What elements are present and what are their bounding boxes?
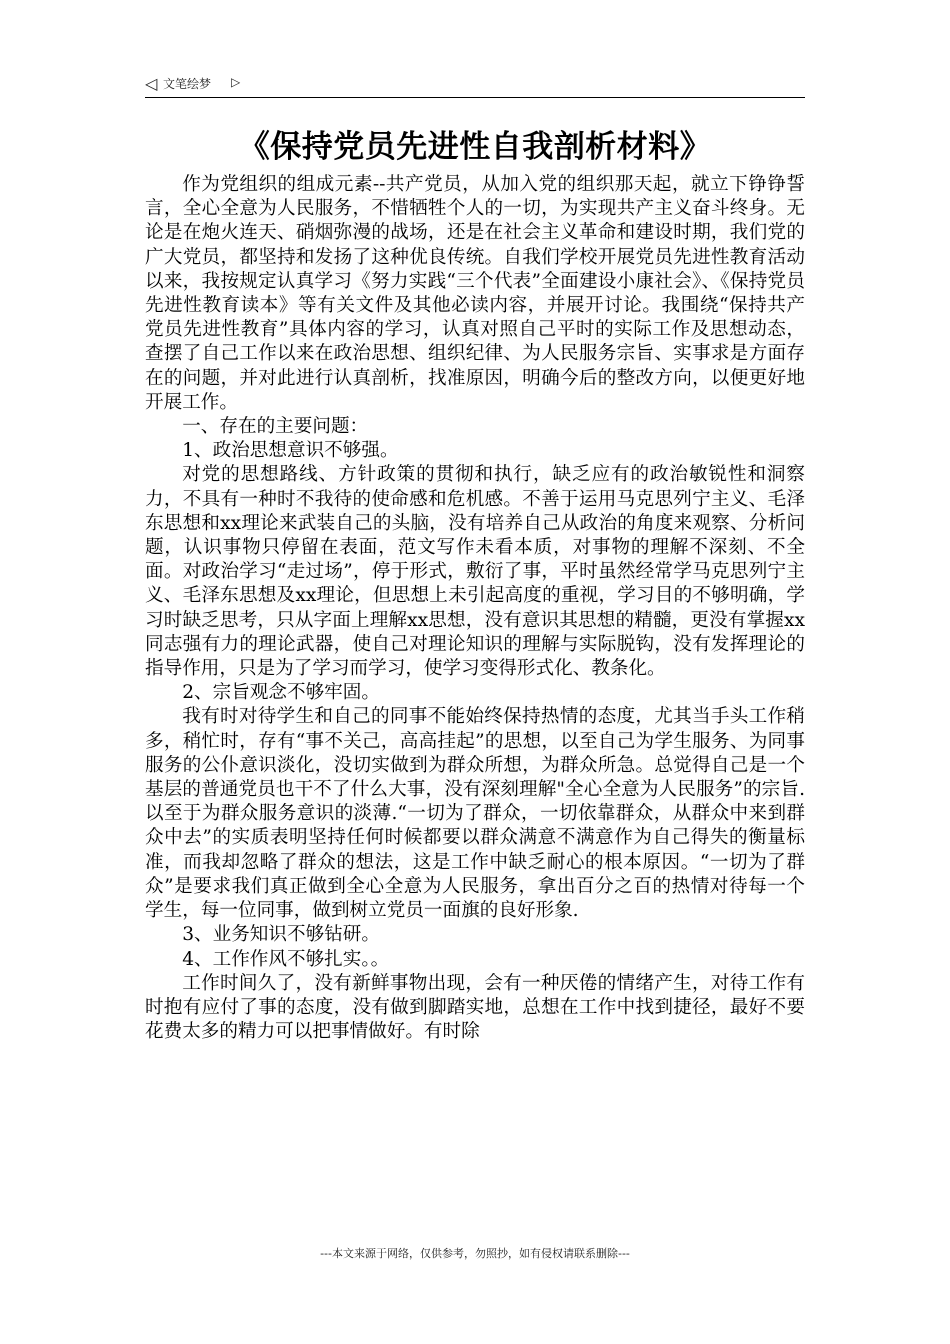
paragraph-purpose: 我有时对待学生和自己的同事不能始终保持热情的态度，尤其当手头工作稍多，稍忙时，存有“事不关己，高高挂起”的思想，以至自己为学生服务、为同事服务的公仆意识淡化，没切实做到为群众所想，为群众所急。总觉得自己是一个基层的普通党员也干不了什么大事，没有深刻理解"全心全意为人民服务”的宗旨.以至于为群众服务意识的淡薄.“一切为了群众，一切依靠群众，从群众中来到群众中去”的实质表明坚持任何时候都要以群众满意不满意作为自己得失的衡量标准，而我却忽略了群众的想法，这是工作中缺乏耐心的根本原因。“一切为了群众”是要求我们真正做到全心全意为人民服务，拿出百分之百的热情对待每一个学生，每一位同事，做到树立党员一面旗的良好形象. — [145, 706, 805, 922]
right-triangle-icon: ▷ — [231, 75, 241, 89]
subheading-1: 1、政治思想意识不够强。 — [182, 440, 399, 462]
paragraph-workstyle: 工作时间久了，没有新鲜事物出现，会有一种厌倦的情绪产生，对待工作有时抱有应付了事的态度，没有做到脚踏实地，总想在工作中找到捷径，最好不要花费太多的精力可以把事情做好。有时除 — [145, 972, 805, 1043]
subheading-4: 4、工作作风不够扎实。。 — [182, 948, 390, 970]
document-body — [145, 173, 805, 1044]
document-title: 《保持党员先进性自我剖析材料》 — [238, 129, 712, 165]
section-heading: 一、存在的主要问题： — [182, 416, 369, 438]
paragraph-intro: 作为党组织的组成元素--共产党员，从加入党的组织那天起，就立下铮铮誓言，全心全意为人民服务，不惜牺牲个人的一切，为实现共产主义奋斗终身。无论是在炮火连天、硝烟弥漫的战场，还是在社会主义革命和建设时期，我们党的广大党员，都坚持和发扬了这种优良传统。自我们学校开展党员先进性教育活动以来，我按规定认真学习《努力实践“三个代表”全面建设小康社会》、《保持党员先进性教育读本》等有关文件及其他必读内容，并展开讨论。我围绕“保持共产党员先进性教育”具体内容的学习，认真对照自己平时的实际工作及思想动态，查摆了自己工作以来在政治思想、组织纪律、为人民服务宗旨、实事求是方面存在的问题，并对此进行认真剖析，找准原因，明确今后的整改方向，以便更好地开展工作。 — [145, 174, 805, 413]
paragraph-political: 对党的思想路线、方针政策的贯彻和执行，缺乏应有的政治敏锐性和洞察力，不具有一种时不我待的使命感和危机感。不善于运用马克思列宁主义、毛泽东思想和xx理论来武装自己的头脑，没有培养自己从政治的角度来观察、分析问题，认识事物只停留在表面，范文写作未看本质，对事物的理解不深刻、不全面。对政治学习“走过场”，停于形式，敷衍了事，平时虽然经常学马克思列宁主义、毛泽东思想及xx理论，但思想上未引起高度的重视，学习目的不够明确，学习时缺乏思考，只从字面上理解xx思想，没有意识其思想的精髓，更没有掌握xx同志强有力的理论武器，使自己对理论知识的理解与实际脱钩，没有发挥理论的指导作用，只是为了学习而学习，使学习变得形式化、教条化。 — [145, 464, 805, 680]
brand-label: 文笔绘梦 — [163, 77, 212, 91]
header-rule — [145, 97, 805, 98]
page-header — [145, 72, 805, 98]
footer-disclaimer: ---本文来源于网络，仅供参考，勿照抄，如有侵权请联系删除--- — [320, 1247, 630, 1260]
subheading-3: 3、业务知识不够钻研。 — [182, 924, 380, 946]
subheading-2: 2、宗旨观念不够牢固。 — [182, 682, 380, 704]
left-triangle-icon: ◁ — [145, 74, 158, 93]
